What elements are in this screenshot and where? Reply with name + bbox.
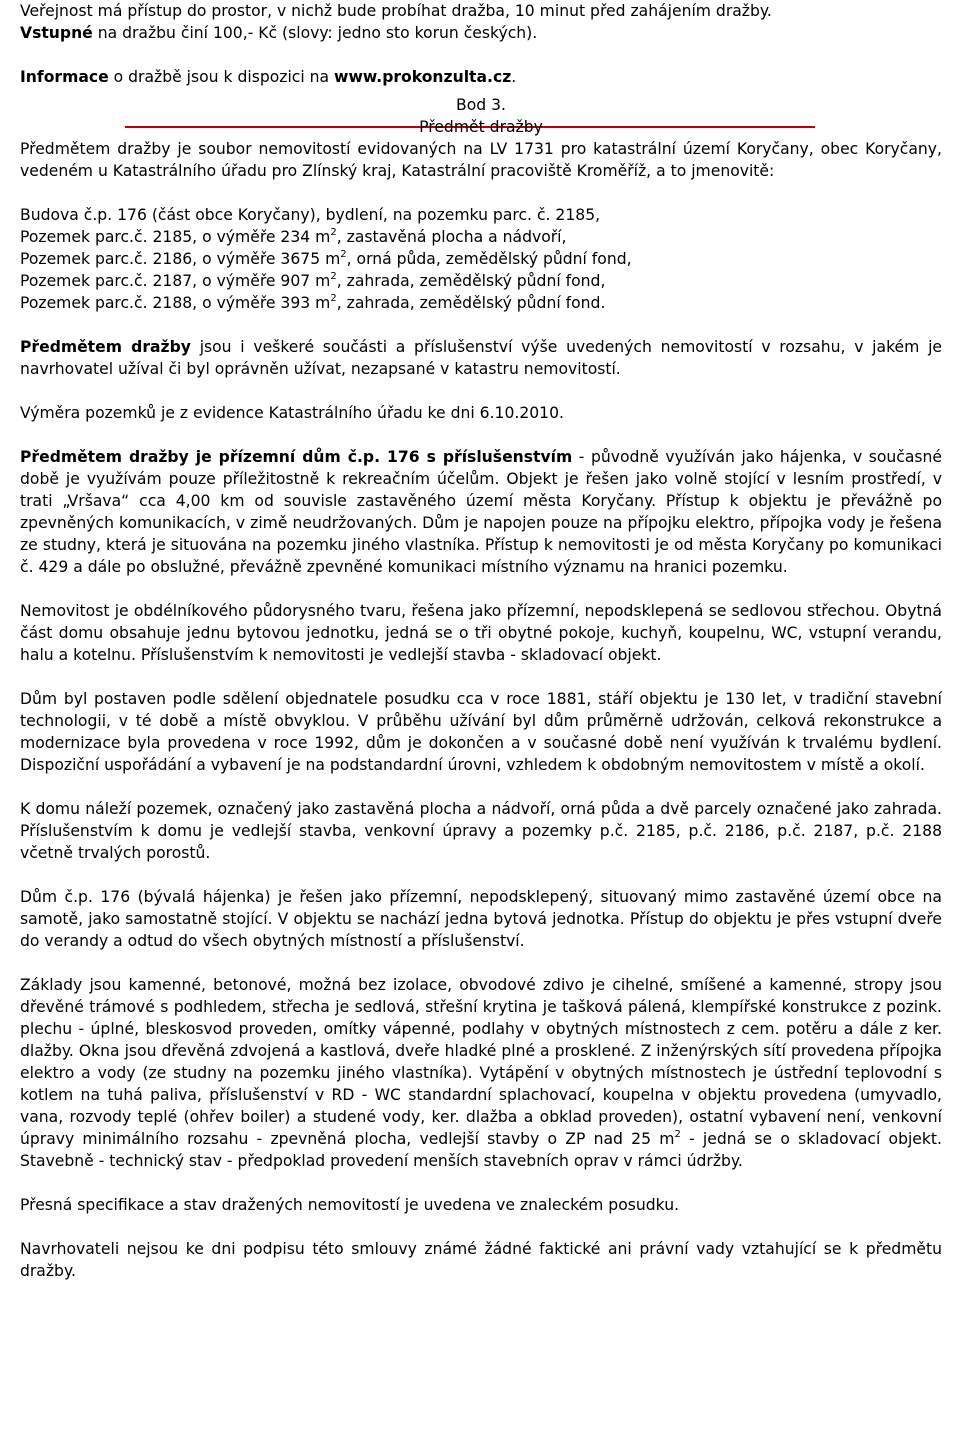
info-text: o dražbě jsou k dispozici na — [108, 68, 335, 86]
section-title: Předmět dražby — [419, 118, 543, 136]
property-item: Pozemek parc.č. 2187, o výměře 907 $m^2$, zahrada, zemědělský půdní fond, — [20, 270, 606, 290]
intro-access-line: Veřejnost má přístup do prostor, v nichž bude probíhat dražba, 10 minut před zahájením dražby. — [20, 2, 772, 20]
paragraph-specification: Přesná specifikace a stav dražených nemovitostí je uvedena ve znaleckém posudku. — [20, 1196, 680, 1214]
paragraph-house-location: Dům č.p. 176 (bývalá hájenka) je řešen jako přízemní, nepodsklepený, situovaný mimo zastavěné území obce na samotě, jako samostatně stojící. V objektu se nachází jedna bytová jednotka. Přístup do objektu je přes vstupní dveře do verandy a odtud do všech obytných místností a příslušenství. — [20, 888, 942, 950]
paragraph-construction: Základy jsou kamenné, betonové, možná bez izolace, obvodové zdivo je cihelné, smíšené a kamenné, stropy jsou dřevěné trámové s podhledem, střecha je sedlová, střešní krytina je tašková pálená, klempířské konstrukce z pozink. plechu - úplné, bleskosvod proveden, omítky vápenné, podlahy v obytných místnostech z cem. potěru a dále z ker. dlažby. Okna jsou dřevěná zdvojená a kastlová, dveře hladké plné a prosklené. Z inženýrských sítí provedena přípojka elektro a vody (ze studny na pozemku jiného vlastníka). Vytápění v obytných místnostech je ústřední teplovodní s kotlem na tuhá paliva, příslušenství v RD - WC standardní splachovací, koupelna v objektu provedena (umyvadlo, vana, rozvody teplé (ohřev boiler) a studené vody, ker. dlažba a obklad proveden), ostatní vybavení není, venkovní úpravy minimálního rozsahu - zpevněná plocha, vedlejší stavby o ZP nad 25 $m^2$ - jedná se o skladovací objekt. Stavebně - technický stav - předpoklad provedení menších stavebních oprav v rámci údržby. — [20, 976, 943, 1170]
paragraph-history: Dům byl postaven podle sdělení objednatele posudku cca v roce 1881, stáří objektu je 130 let, v tradiční stavební technologii, v té době a místě obvyklou. V průběhu užívání byl dům průměrně udržován, celková rekonstrukce a modernizace byla provedena v roce 1992, dům je dokončen a v současné době není využíván k trvalému bydlení. Dispoziční uspořádání a vybavení je na podstandardní úrovni, vzhledem k obdobným nemovitostem v místě a okolí. — [20, 690, 942, 774]
entry-fee-label: Vstupné — [20, 24, 93, 42]
subject-intro: Předmětem dražby je soubor nemovitostí evidovaných na LV 1731 pro katastrální území Koryčany, obec Koryčany, vedeném u Katastrálního úřadu pro Zlínský kraj, Katastrální pracoviště Kroměříž, a to jmenovitě: — [20, 140, 942, 180]
document-page — [20, 0, 942, 1282]
property-item: Budova č.p. 176 (část obce Koryčany), bydlení, na pozemku parc. č. 2185, — [20, 206, 601, 224]
paragraph-layout: Nemovitost je obdélníkového půdorysného tvaru, řešena jako přízemní, nepodsklepená se sedlovou střechou. Obytná část domu obsahuje jednu bytovou jednotku, jedná se o tři obytné pokoje, kuchyň, koupelnu, WC, vstupní verandu, halu a kotelnu. Příslušenstvím k nemovitosti je vedlejší stavba - skladovací objekt. — [20, 602, 942, 664]
intro-info-line — [20, 66, 942, 88]
paragraph-defects: Navrhovateli nejsou ke dni podpisu této smlouvy známé žádné faktické ani právní vady vztahující se k předmětu dražby. — [20, 1240, 942, 1280]
paragraph-area-source: Výměra pozemků je z evidence Katastrálního úřadu ke dni 6.10.2010. — [20, 404, 564, 422]
intro-entry-fee-line — [20, 22, 942, 44]
info-label: Informace — [20, 68, 109, 86]
property-item: Pozemek parc.č. 2186, o výměře 3675 $m^2$, orná půda, zemědělský půdní fond, — [20, 248, 632, 268]
property-item: Pozemek parc.č. 2185, o výměře 234 $m^2$, zastavěná plocha a nádvoří, — [20, 226, 567, 246]
info-end: . — [511, 68, 517, 86]
paragraph-components: Předmětem dražby jsou i veškeré součásti a příslušenství výše uvedených nemovitostí v rozsahu, v jakém je navrhovatel užíval či byl oprávněn užívat, nezapsané v katastru nemovitostí. — [20, 338, 942, 378]
paragraph-land: K domu náleží pozemek, označený jako zastavěná plocha a nádvoří, orná půda a dvě parcely označené jako zahrada. Příslušenstvím k domu je vedlejší stavba, venkovní úpravy a pozemky p.č. 2185, p.č. 2186, p.č. 2187, p.č. 2188 včetně trvalých porostů. — [20, 800, 942, 862]
info-website-link[interactable]: www.prokonzulta.cz — [334, 68, 512, 86]
property-item: Pozemek parc.č. 2188, o výměře 393 $m^2$, zahrada, zemědělský půdní fond. — [20, 292, 606, 312]
property-list — [20, 204, 942, 314]
section-number: Bod 3. — [456, 96, 506, 114]
paragraph-house-description: Předmětem dražby je přízemní dům č.p. 176 s příslušenstvím - původně využíván jako hájenka, v současné době je využívám pouze příležitostně k rekreačním účelům. Objekt je řešen jako volně stojící v lesním prostředí, v trati „Vršava“ cca 4,00 km od souvisle zastavěného území města Koryčany. Přístup k objektu je převážně po zpevněných komunikacích, v zimě neudržovaných. Dům je napojen pouze na přípojku elektro, přípojka vody je řešena ze studny, která je situována na pozemku jiného vlastníka. Přístup k nemovitosti je od města Koryčany po komunikaci č. 429 a dále po obslužné, převážně zpevněné komunikaci místního významu na hranici pozemku. — [20, 448, 942, 576]
entry-fee-text: na dražbu činí 100,- Kč (slovy: jedno sto korun českých). — [92, 24, 538, 42]
